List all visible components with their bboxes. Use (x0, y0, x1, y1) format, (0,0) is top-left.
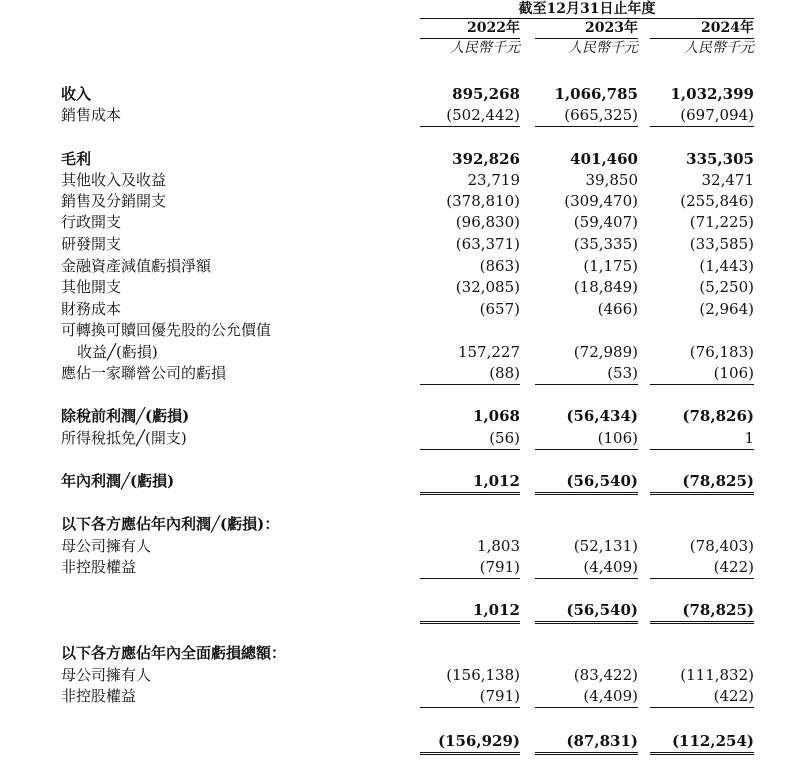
row-admin-expenses (0, 212, 785, 233)
row-label: 毛利 (61, 150, 92, 168)
row-label: 研發開支 (61, 235, 122, 253)
value-2024: (2,964) (699, 300, 754, 318)
row-share-of-associate-loss (0, 363, 785, 384)
value-2024: (71,225) (689, 213, 754, 231)
value-2023: (106) (535, 428, 638, 450)
value-2023: (72,989) (573, 343, 638, 361)
currency-2023: 人民幣千元 (568, 40, 638, 56)
currency-2024: 人民幣千元 (684, 40, 754, 56)
value-2023: 401,460 (570, 150, 638, 168)
value-2024: (78,825) (650, 471, 754, 495)
value-2024: (255,846) (680, 192, 754, 210)
row-cost-of-sales (0, 105, 785, 126)
value-2024: (697,094) (650, 105, 754, 127)
value-2024: (78,826) (682, 407, 754, 425)
row-label: 收益╱(虧損) (77, 343, 158, 361)
value-2023: 39,850 (585, 171, 638, 189)
value-2023: (83,422) (573, 666, 638, 684)
value-2024: (1,443) (699, 257, 754, 275)
year-2023: 2023年 (585, 20, 638, 36)
value-2022: (156,929) (420, 731, 520, 755)
value-2024: (106) (650, 363, 754, 385)
row-label: 財務成本 (61, 300, 122, 318)
value-2022: (63,371) (455, 235, 520, 253)
value-2024: (5,250) (699, 278, 754, 296)
value-2022: (863) (479, 257, 520, 275)
row-label: 銷售成本 (61, 106, 122, 124)
value-2024: (76,183) (689, 343, 754, 361)
value-2022: (502,442) (420, 105, 520, 127)
value-2022: (56) (420, 428, 520, 450)
row-profit-for-year (0, 471, 785, 492)
value-2022: 1,012 (420, 471, 520, 495)
value-2022: (657) (479, 300, 520, 318)
row-label: 非控股權益 (61, 558, 137, 576)
value-2022: 1,803 (477, 537, 520, 555)
value-2022: 23,719 (467, 171, 520, 189)
row-label: 年內利潤╱(虧損) (61, 472, 175, 490)
row-non-controlling-comprehensive (0, 686, 785, 707)
value-2022: 392,826 (452, 150, 520, 168)
row-fair-value-heading (0, 320, 785, 341)
row-owners-of-parent (0, 536, 785, 557)
row-label: 除稅前利潤╱(虧損) (61, 407, 190, 425)
row-label: 行政開支 (61, 213, 122, 231)
row-revenue (0, 84, 785, 105)
value-2023: (52,131) (573, 537, 638, 555)
value-2023: (18,849) (573, 278, 638, 296)
value-2023: (665,325) (535, 105, 638, 127)
row-label: 其他開支 (61, 278, 122, 296)
row-label: 以下各方應佔年內利潤╱(虧損)： (61, 515, 280, 533)
year-2022: 2022年 (467, 20, 520, 36)
value-2023: (466) (597, 300, 638, 318)
row-comprehensive-loss-total (0, 731, 785, 752)
value-2024: (422) (650, 686, 754, 708)
row-gross-profit (0, 149, 785, 170)
value-2022: 895,268 (452, 85, 520, 103)
row-label: 收入 (61, 85, 92, 103)
row-label: 所得稅抵免╱(開支) (61, 429, 187, 447)
value-2024: (33,585) (689, 235, 754, 253)
row-non-controlling-interests (0, 557, 785, 578)
row-label: 應佔一家聯營公司的虧損 (61, 364, 227, 382)
value-2023: 1,066,785 (554, 85, 638, 103)
value-2022: (96,830) (455, 213, 520, 231)
value-2023: (56,540) (535, 600, 638, 624)
row-fair-value-gain-loss (0, 342, 785, 363)
value-2024: 32,471 (701, 171, 754, 189)
row-rnd-expenses (0, 234, 785, 255)
value-2023: (53) (535, 363, 638, 385)
value-2024: 1,032,399 (670, 85, 754, 103)
row-attributable-profit-heading (0, 514, 785, 535)
row-comprehensive-loss-heading (0, 643, 785, 664)
value-2022: (88) (420, 363, 520, 385)
row-impairment-losses (0, 256, 785, 277)
value-2024: (111,832) (680, 666, 754, 684)
value-2023: (1,175) (583, 257, 638, 275)
value-2023: (35,335) (573, 235, 638, 253)
row-income-tax (0, 428, 785, 449)
row-other-expenses (0, 277, 785, 298)
value-2024: (422) (650, 557, 754, 579)
value-2023: (56,540) (535, 471, 638, 495)
currency-2022: 人民幣千元 (450, 40, 520, 56)
row-other-income (0, 170, 785, 191)
value-2022: 157,227 (457, 343, 520, 361)
value-2022: 1,068 (473, 407, 520, 425)
value-2023: (4,409) (535, 686, 638, 708)
value-2024: (112,254) (650, 731, 754, 755)
row-label: 非控股權益 (61, 687, 137, 705)
row-owners-of-parent-comprehensive (0, 665, 785, 686)
value-2023: (4,409) (535, 557, 638, 579)
value-2022: (791) (420, 686, 520, 708)
value-2022: 1,012 (420, 600, 520, 624)
value-2022: (156,138) (446, 666, 520, 684)
row-label: 以下各方應佔年內全面虧損總額： (61, 644, 287, 662)
row-label: 銷售及分銷開支 (61, 192, 167, 210)
value-2022: (378,810) (446, 192, 520, 210)
value-2022: (32,085) (455, 278, 520, 296)
row-profit-before-tax (0, 406, 785, 427)
row-label: 其他收入及收益 (61, 171, 167, 189)
row-attributable-profit-total (0, 600, 785, 621)
year-2024: 2024年 (701, 20, 754, 36)
row-label: 可轉換可贖回優先股的公允價值 (61, 321, 272, 339)
value-2022: (791) (420, 557, 520, 579)
value-2024: 335,305 (686, 150, 754, 168)
period-title: 截至12月31日止年度 (518, 1, 656, 17)
row-label: 母公司擁有人 (61, 537, 152, 555)
row-selling-expenses (0, 191, 785, 212)
value-2023: (56,434) (566, 407, 638, 425)
value-2024: (78,403) (689, 537, 754, 555)
value-2023: (59,407) (573, 213, 638, 231)
value-2024: (78,825) (650, 600, 754, 624)
row-label: 母公司擁有人 (61, 666, 152, 684)
row-label: 金融資產減值虧損淨額 (61, 257, 212, 275)
value-2024: 1 (650, 428, 754, 450)
value-2023: (87,831) (535, 731, 638, 755)
row-finance-costs (0, 299, 785, 320)
value-2023: (309,470) (564, 192, 638, 210)
